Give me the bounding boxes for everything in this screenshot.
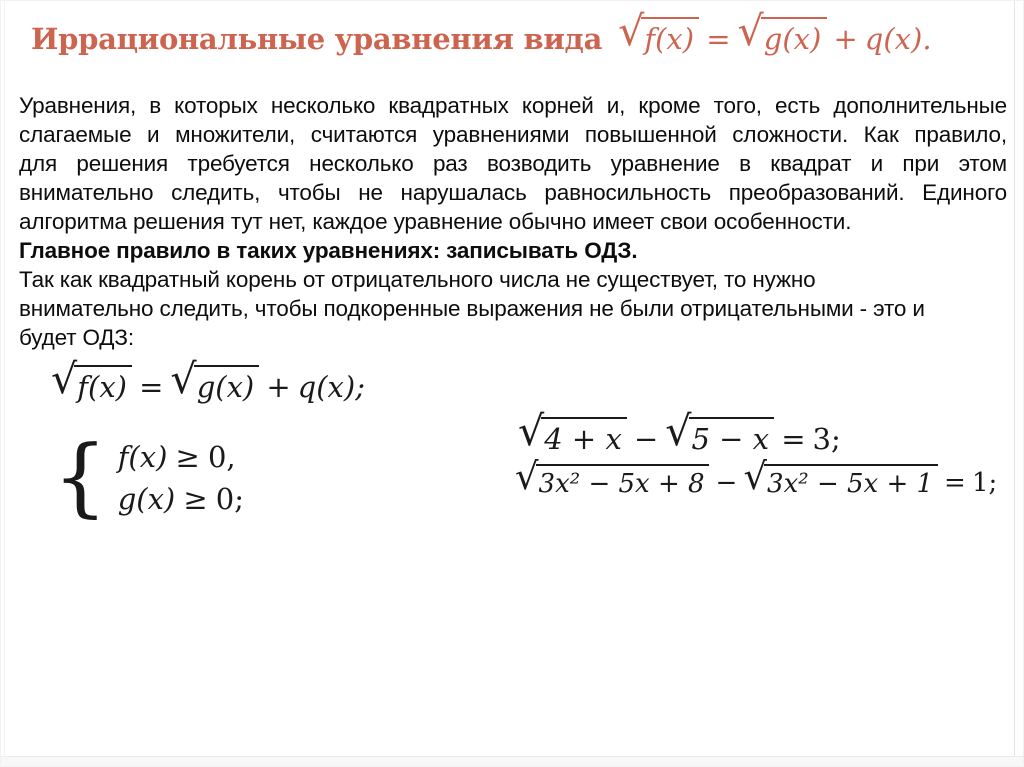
sqrt-expression — [518, 407, 627, 458]
result-value: 1; — [972, 468, 998, 499]
radical-sign-icon: √ — [618, 7, 645, 56]
sqrt-expression — [170, 355, 259, 406]
radicand: f(x) — [74, 365, 132, 405]
radicand: 4 + x — [541, 417, 627, 457]
radical-sign-icon: √ — [743, 454, 768, 498]
paragraph-line: внимательно следить, чтобы подкоренные выражения не были отрицательными - это и — [19, 296, 925, 321]
sqrt-expression — [743, 454, 938, 501]
minus-sign: − — [715, 468, 738, 499]
system-row — [118, 482, 252, 517]
radicand: f(x) — [641, 17, 699, 57]
formula-tail: q(x). — [864, 21, 932, 56]
radical-sign-icon: √ — [51, 355, 78, 404]
radical-sign-icon: √ — [665, 407, 692, 456]
equals-sign: = — [781, 421, 806, 456]
main-rule-line: Главное правило в таких уравнениях: записывать ОДЗ. — [19, 238, 638, 263]
radical-sign-icon: √ — [518, 407, 545, 456]
slide-title — [31, 7, 932, 58]
minus-sign: − — [633, 421, 659, 456]
sqrt-expression — [515, 454, 709, 501]
radicand: 3x² − 5x + 1 — [764, 464, 937, 500]
formula-example-2 — [515, 454, 998, 501]
bottom-strip — [1, 756, 1023, 766]
body-paragraph — [19, 91, 1007, 352]
equals-sign: = — [706, 21, 731, 56]
expression: g(x) — [117, 481, 176, 516]
paragraph-line: слагаемые и множители, считаются уравнениями повышенной сложности. Как правило, — [19, 122, 1007, 147]
radical-sign-icon: √ — [515, 454, 539, 498]
title-formula — [618, 7, 932, 58]
paragraph-line: алгоритма решения тут нет, каждое уравнение обычно имеет свои особенности. — [19, 209, 852, 234]
sqrt-expression — [51, 355, 132, 406]
equals-sign: = — [943, 468, 966, 499]
title-text: Иррациональные уравнения вида — [31, 21, 603, 56]
paragraph-line: для решения требуется несколько раз возводить уравнение в квадрат и при этом — [19, 151, 1007, 176]
radical-sign-icon: √ — [737, 7, 764, 56]
radicand: 3x² − 5x + 8 — [536, 464, 709, 500]
paragraph-line: Так как квадратный корень от отрицательного числа не существует, то нужно — [19, 267, 816, 292]
value: 0; — [215, 481, 245, 516]
system-brace: { — [53, 428, 108, 527]
system-row — [118, 440, 252, 475]
radicand: g(x) — [194, 365, 260, 405]
plus-sign: + — [266, 369, 291, 404]
right-edge-line — [1014, 1, 1015, 766]
paragraph-line: Уравнения, в которых несколько квадратных корней и, кроме того, есть дополнительные — [19, 93, 1007, 118]
radicand: g(x) — [761, 17, 827, 57]
radical-sign-icon: √ — [170, 355, 197, 404]
value: 0, — [207, 440, 236, 475]
left-edge-line — [4, 1, 5, 766]
sqrt-expression — [737, 7, 827, 58]
greater-equal-sign: ≥ — [175, 440, 200, 475]
formula-general — [51, 355, 365, 406]
formula-example-1 — [518, 407, 841, 458]
sqrt-expression — [618, 7, 699, 58]
system-rows — [118, 440, 252, 516]
radicand: 5 − x — [689, 417, 775, 457]
paragraph-line: внимательно следить, чтобы не нарушалась равносильность преобразований. Единого — [19, 180, 1007, 205]
formula-tail: q(x); — [297, 369, 365, 404]
sqrt-expression — [665, 407, 774, 458]
plus-sign: + — [833, 21, 858, 56]
expression: f(x) — [117, 440, 168, 475]
result-value: 3; — [812, 421, 841, 456]
greater-equal-sign: ≥ — [183, 481, 208, 516]
equals-sign: = — [139, 369, 164, 404]
paragraph-line: будет ОДЗ: — [19, 325, 134, 350]
formula-odz-system — [53, 428, 252, 527]
